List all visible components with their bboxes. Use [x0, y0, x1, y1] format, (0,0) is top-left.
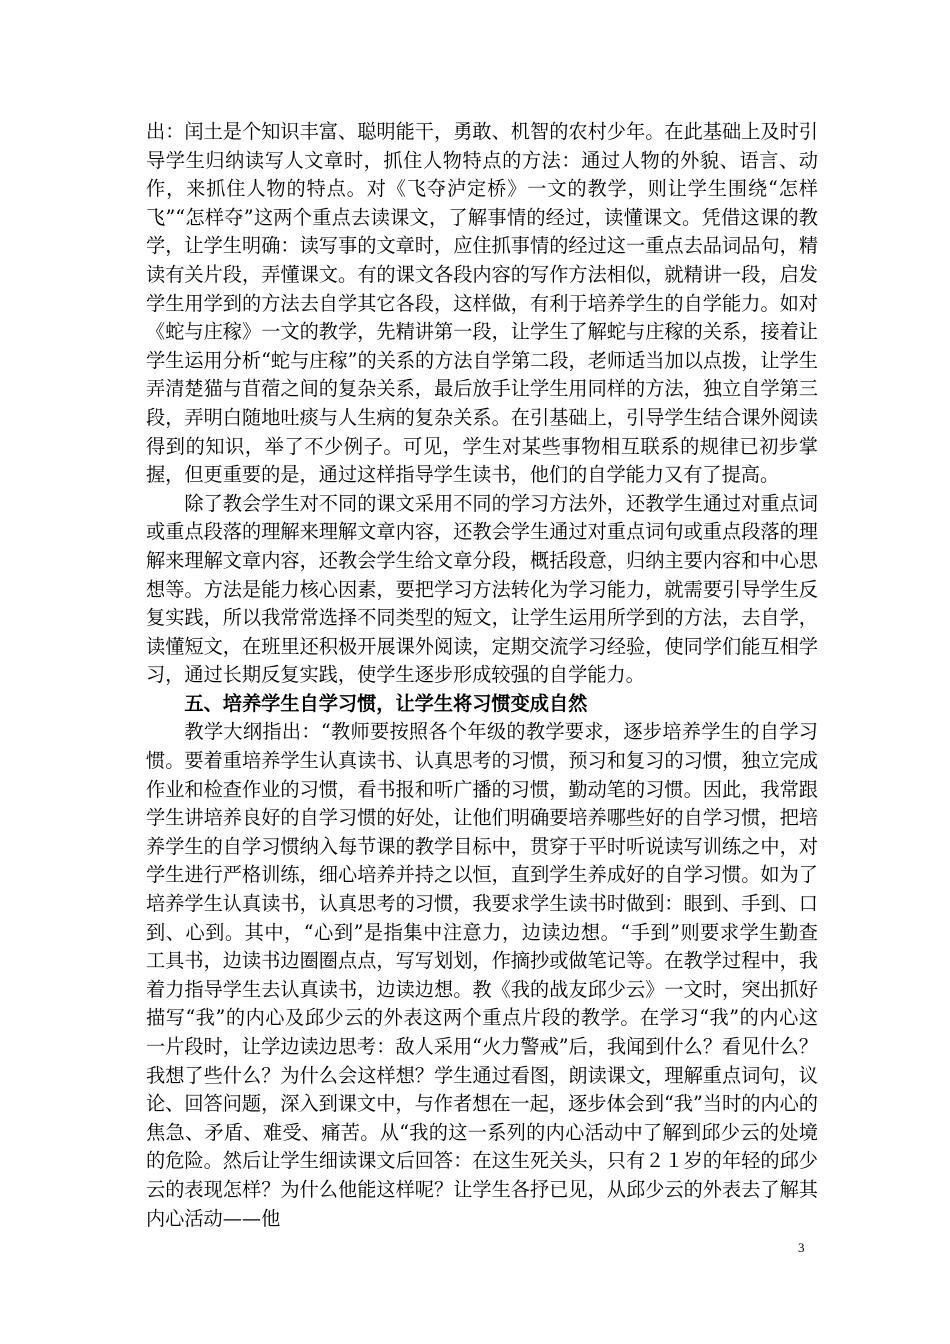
- section-heading: 五、培养学生自学习惯，让学生将习惯变成自然: [184, 691, 588, 715]
- paragraph-continued: 出：闰土是个知识丰富、聪明能干，勇敢、机智的农村少年。在此基础上及时引导学生归纳读写人文章时，抓住人物特点的方法：通过人物的外貌、语言、动作，来抓住人物的特点。对《飞夺泸定桥》一文的教学，则让学生围绕“怎样飞”“怎样夺”这两个重点去读课文，了解事情的经过，读懂课文。凭借这课的教学，让学生明确：读写事的文章时，应住抓事情的经过这一重点去品词品句，精读有关片段，弄懂课文。有的课文各段内容的写作方法相似，就精讲一段，启发学生用学到的方法去自学其它各段，这样做，有利于培养学生的自学能力。如对《蛇与庄稼》一文的教学，先精讲第一段，让学生了解蛇与庄稼的关系，接着让学生运用分析“蛇与庄稼”的关系的方法自学第二段，老师适当加以点拨，让学生弄清楚猫与苜蓿之间的复杂关系，最后放手让学生用同样的方法，独立自学第三段，弄明白随地吐痰与人生病的复杂关系。在引基础上，引导学生结合课外阅读得到的知识，举了不少例子。可见，学生对某些事物相互联系的规律已初步掌握，但更重要的是，通过这样指导学生读书，他们的自学能力又有了提高。: [146, 120, 818, 487]
- document-body: [146, 118, 818, 1233]
- paragraph-habits: 教学大纲指出：“教师要按照各个年级的教学要求，逐步培养学生的自学习惯。要着重培养学生认真读书、认真思考的习惯，预习和复习的习惯，独立完成作业和检查作业的习惯，看书报和听广播的习惯，勤动笔的习惯。因此，我常跟学生讲培养良好的自学习惯的好处，让他们明确要培养哪些好的自学习惯，把培养学生的自学习惯纳入每节课的教学目标中，贯穿于平时听说读写训练之中，对学生进行严格训练，细心培养并持之以恒，直到学生养成好的自学习惯。如为了培养学生认真读书，认真思考的习惯，我要求学生读书时做到：眼到、手到、口到、心到。其中，“心到”是指集中注意力，边读边想。“手到”则要求学生勤查工具书，边读书边圈圈点点，写写划划，作摘抄或做笔记等。在教学过程中，我着力指导学生去认真读书，边读边想。教《我的战友邱少云》一文时，突出抓好描写“我”的内心及邱少云的外表这两个重点片段的教学。在学习“我”的内心这一片段时，让学边读边思考：敌人采用“火力警戒”后，我闻到什么？看见什么？我想了些什么？为什么会这样想？学生通过看图，朗读课文，理解重点词句，议论、回答问题，深入到课文中，与作者想在一起，逐步体会到“我”当时的内心的焦急、矛盾、难受、痛苦。从“我的这一系列的内心活动中了解到邱少云的处境的危险。然后让学生细读课文后回答：在这生死关头，只有２１岁的年轻的邱少云的表现怎样？为什么他能这样呢？让学生各抒已见，从邱少云的外表去了解其内心活动——他: [146, 720, 818, 1230]
- paragraph-methods: 除了教会学生对不同的课文采用不同的学习方法外，还教学生通过对重点词或重点段落的理解来理解文章内容，还教会学生通过对重点词句或重点段落的理解来理解文章内容，还教会学生给文章分段，概括段意，归纳主要内容和中心思想等。方法是能力核心因素，要把学习方法转化为学习能力，就需要引导学生反复实践，所以我常常选择不同类型的短文，让学生运用所学到的方法，去自学，读懂短文，在班里还积极开展课外阅读，定期交流学习经验，使同学们能互相学习，通过长期反复实践，使学生逐步形成较强的自学能力。: [146, 491, 818, 687]
- page-number: 3: [798, 1240, 805, 1255]
